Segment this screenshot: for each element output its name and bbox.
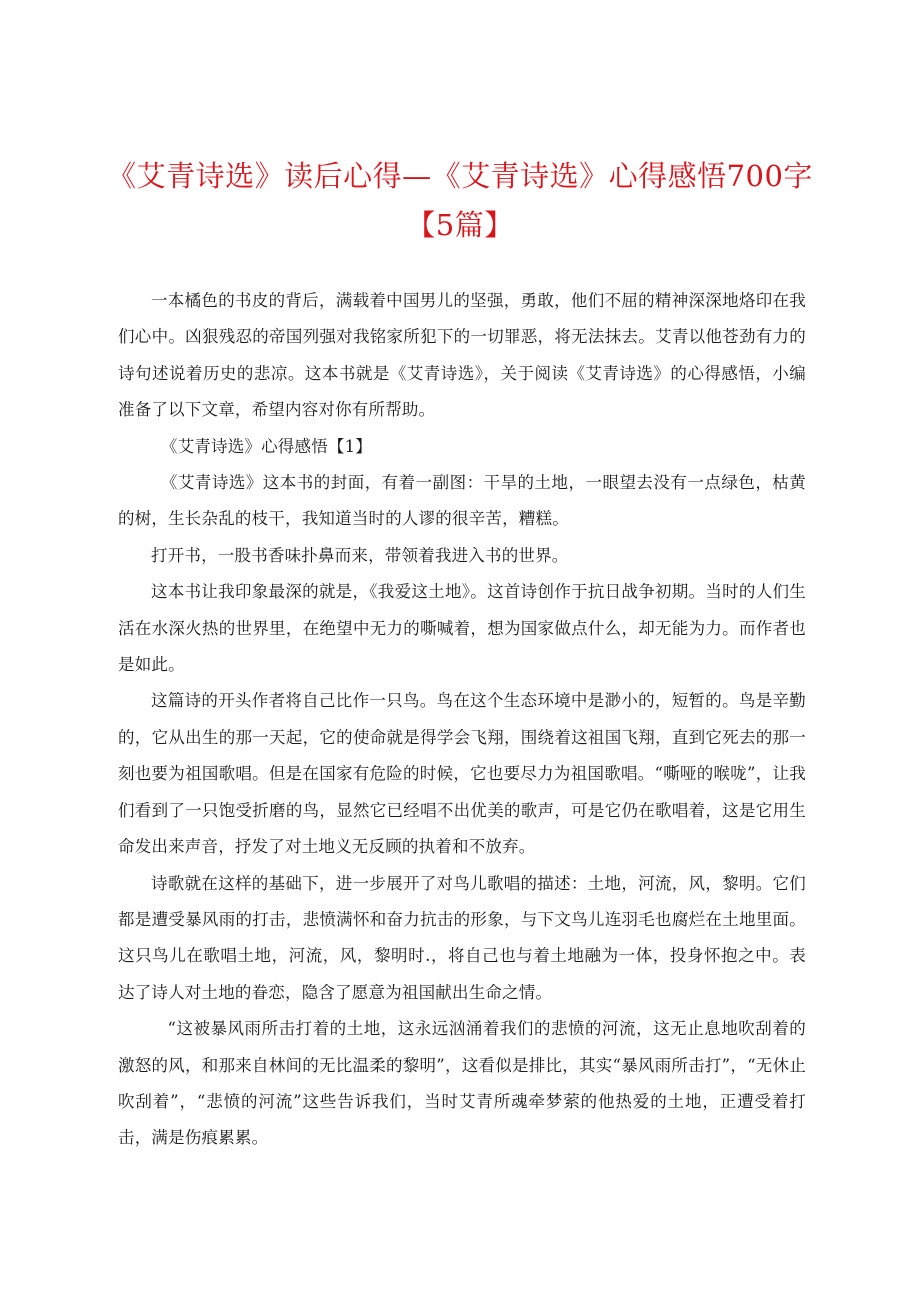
body-paragraph-cover: 《艾青诗选》这本书的封面，有着一副图：干旱的土地，一眼望去没有一点绿色，枯黄的树，生长杂乱的枝干，我知道当时的人谬的很辛苦，糟糕。 <box>118 473 806 529</box>
document-body <box>118 283 806 1157</box>
body-paragraph-impression: 这本书让我印象最深的就是，《我爱这土地》。这首诗创作于抗日战争初期。当时的人们生活在水深火热的世界里，在绝望中无力的嘶喊着，想为国家做点什么，却无能为力。而作者也是如此。 <box>118 582 806 675</box>
document-title-line-2: 【5篇】 <box>406 208 514 242</box>
body-paragraph-quote: “这被暴风雨所击打着的土地，这永远汹涌着我们的悲愤的河流，这无止息地吹刮着的激怒的风，和那来自林间的无比温柔的黎明”，这看似是排比，其实“暴风雨所击打”，“无休止吹刮着”，“悲愤的河流”这些告诉我们，当时艾青所魂牵梦萦的他热爱的土地，正遭受着打击，满是伤痕累累。 <box>118 1019 806 1148</box>
intro-paragraph: 一本橘色的书皮的背后，满载着中国男儿的坚强，勇敢，他们不屈的精神深深地烙印在我们心中。凶狠残忍的帝国列强对我铭家所犯下的一切罪恶，将无法抹去。艾青以他苍劲有力的诗句述说着历史的悲凉。这本书就是《艾青诗选》，关于阅读《艾青诗选》的心得感悟，小编准备了以下文章，希望内容对你有所帮助。 <box>118 291 806 420</box>
section-heading-1: 《艾青诗选》心得感悟【1】 <box>160 436 372 456</box>
body-paragraph-open-book: 打开书，一股书香味扑鼻而来，带领着我进入书的世界。 <box>151 545 569 565</box>
document-title-line-1: 《艾青诗选》读后心得—《艾青诗选》心得感悟700字 <box>107 159 813 193</box>
body-paragraph-bird: 这篇诗的开头作者将自己比作一只鸟。鸟在这个生态环境中是渺小的，短暂的。鸟是辛勤的，它从出生的那一天起，它的使命就是得学会飞翔，围绕着这祖国飞翔，直到它死去的那一刻也要为祖国歌唱。但是在国家有危险的时候，它也要尽力为祖国歌唱。“嘶哑的喉咙”，让我们看到了一只饱受折磨的鸟，显然它已经唱不出优美的歌声，可是它仍在歌唱着，这是它用生命发出来声音，抒发了对土地义无反顾的执着和不放弃。 <box>118 691 806 857</box>
body-paragraph-description: 诗歌就在这样的基础下，进一步展开了对鸟儿歌唱的描述：土地，河流，风，黎明。它们都是遭受暴风雨的打击，悲愤满怀和奋力抗击的形象，与下文鸟儿连羽毛也腐烂在土地里面。这只鸟儿在歌唱土地，河流，风，黎明时.，将自己也与着土地融为一体，投身怀抱之中。表达了诗人对土地的眷恋，隐含了愿意为祖国献出生命之情。 <box>118 873 806 1002</box>
